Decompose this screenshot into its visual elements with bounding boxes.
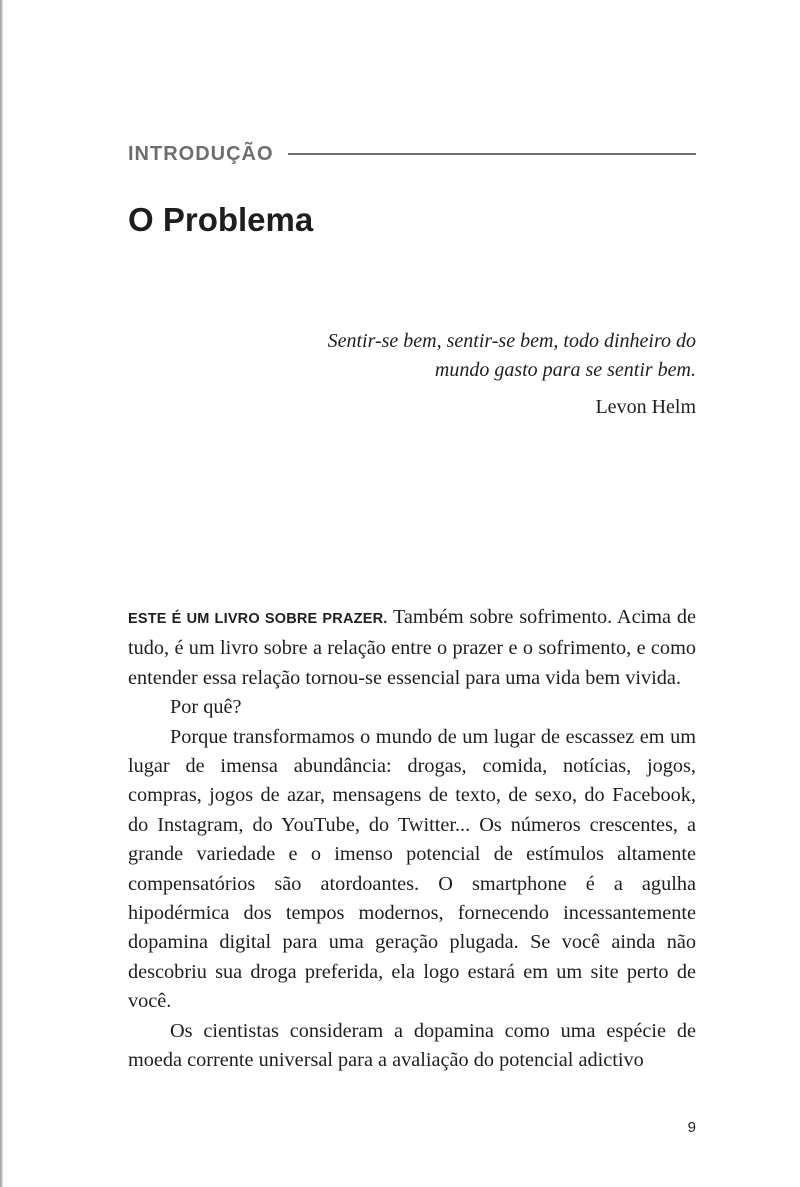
chapter-label: INTRODUÇÃO bbox=[128, 142, 274, 165]
lead-in: ESTE É UM LIVRO SOBRE PRAZER. bbox=[128, 611, 388, 627]
page-number: 9 bbox=[687, 1119, 696, 1136]
epigraph-author: Levon Helm bbox=[595, 396, 696, 418]
chapter-rule bbox=[288, 153, 696, 155]
paragraph-2: Por quê? bbox=[170, 696, 242, 719]
paragraph-1-text: Também sobre sofrimento. Acima de tudo, é um livro sobre a relação entre o prazer e o sofrimento, e como entender essa relação tornou-se essencial para uma vida bem vivida. bbox=[128, 606, 696, 689]
epigraph-quote-line-2: mundo gasto para se sentir bem. bbox=[434, 359, 696, 381]
paragraph-3: Porque transformamos o mundo de um lugar de escassez em um lugar de imensa abundância: drogas, comida, notícias, jogos, compras, jogos de azar, mensagens de texto, de sexo, do Facebook, do Instagram, do YouTube, do Twitter... Os números crescentes, a grande variedade e o imenso potencial de estímulos altamente compensatórios são atordoantes. O smartphone é a agulha hipodérmica dos tempos modernos, fornecendo incessantemente dopamina digital para uma geração plugada. Se você ainda não descobriu sua droga preferida, ela logo estará em um site perto de você. bbox=[128, 725, 696, 1013]
chapter-title: O Problema bbox=[128, 201, 314, 238]
paragraph-4: Os cientistas consideram a dopamina como uma espécie de moeda corrente universal para a avaliação do potencial adictivo bbox=[128, 1019, 696, 1072]
body-text bbox=[128, 603, 696, 1076]
epigraph-quote-line-1: Sentir-se bem, sentir-se bem, todo dinheiro do bbox=[327, 330, 696, 352]
epigraph bbox=[300, 327, 696, 422]
chapter-header bbox=[128, 139, 696, 169]
paragraph-1 bbox=[128, 603, 696, 693]
page-edge bbox=[0, 0, 3, 1187]
epigraph-quote bbox=[300, 327, 696, 385]
